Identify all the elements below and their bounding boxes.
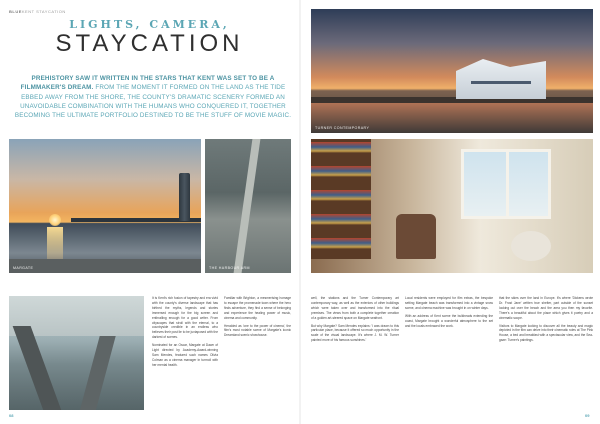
pier-caption: THE HARBOUR ARM: [209, 266, 250, 270]
gallery-windows: [471, 81, 531, 84]
seafront-jetty-photo: [9, 296, 144, 410]
harbour-caption: MARGATE: [13, 266, 34, 270]
body-column-5: [499, 296, 593, 343]
body-column-2: [224, 296, 291, 338]
body-paragraph: Familiar with Brighton, a mesmerising homage to escape the promenade town where the hero finds adventure, they find a sense of belonging and experience the healing power of music, cinema and community.: [224, 296, 291, 320]
side-table: [511, 231, 551, 261]
page-number-left: 08: [9, 413, 14, 418]
folio-section: KENT STAYCATION: [21, 9, 66, 14]
headline: STAYCATION: [55, 30, 244, 57]
gallery-building: [456, 59, 546, 99]
sun-glow: [49, 214, 61, 226]
pier-aerial-photo: [205, 139, 291, 273]
gallery-caption: TURNER CONTEMPORARY: [315, 126, 370, 130]
page-gutter: [299, 0, 301, 424]
pier-walkway: [234, 139, 261, 273]
body-column-3: [311, 296, 399, 343]
folio-brand: BLUE: [9, 9, 22, 14]
sun-reflection: [47, 227, 63, 263]
body-paragraph: It is Kent's rich fusion of tapestry and era vivid with the county's diverse landscape that has birthed the myths, legends and stories immersed enough for the big screen and enthralling enough for a good writer. From cityscapes that stroll with the eternal, to a countryside credible in an endless who believes their post lie to be juxtaposed with the darkest of scenes.: [152, 296, 218, 340]
body-column-1: [152, 296, 218, 368]
headline-kicker: LIGHTS, CAMERA,: [69, 18, 230, 31]
standfirst-rest: FROM THE MOMENT IT FORMED ON THE LAND AS THE TIDE EBBED AWAY FROM THE SHORE, THE COUNTY'S DRAMATIC SCENERY FORMED AN UNAVOIDABLE COMBINATION WITH THE HUMANS WHO CONQUERED IT, TOGETHER BECOMING THE ULTIMATE PORTFOLIO DESTINED TO BE THE STUFF OF MOVIE MAGIC.: [14, 84, 292, 120]
body-paragraph: that the skies over the land in Europe. It's where 'Dickens wrote Dr. Frost Jane' written true shelter, part outside of the sunset looking out over the beach and the area you then my favorite. There's a beautiful about the place which gives it poetry and a cinematic scope.: [499, 296, 593, 320]
harbour-sunset-photo: [9, 139, 201, 273]
page-number-right: 09: [585, 413, 590, 418]
body-paragraph: Heralded as 'one to the power of cinema', the film's most notable scene of Margate's iconic Dreamland scenic showhouse.: [224, 323, 291, 338]
body-paragraph: well, the stations and the Turner Contemporary art contemporary way, as well as the exteriors of other buildings which were taken over and transformed into the ritual premises. The views from both a complete together creation of a golden art-steered space on Margate seafront.: [311, 296, 399, 320]
lounge-interior-photo: [311, 139, 593, 273]
gallery-sunset-photo: [311, 9, 593, 133]
standfirst: [14, 74, 292, 120]
standfirst-lead: PREHISTORY SAW IT WRITTEN IN THE STARS THAT KENT WAS SET TO BE A FILMMAKER'S DREAM.: [20, 75, 275, 92]
body-column-4: [405, 296, 493, 328]
body-paragraph: Local residents were employed for film extras, the bespoke setting Margate beach was transformed into a vintage snow scene, and cinema machine was brought in on winter days.: [405, 296, 493, 310]
bay-window: [461, 149, 551, 219]
body-paragraph: With an address of Kent scene the bulkheads extending the coast, Margate brought a wonderful atmosphere to the set and the locals embraced the work.: [405, 313, 493, 328]
armchair: [396, 214, 436, 259]
lighthouse: [179, 173, 190, 221]
bookshelves: [311, 139, 371, 259]
body-paragraph: Visitors to Margate looking to discover all the beauty and magic depicted in the film can delve into their cinematic roles at The Pink House, a bed and breakfast with a spectacular view, and the Sea-gaze: Turner's paintings.: [499, 323, 593, 343]
beach-foreground: [9, 259, 201, 273]
body-paragraph: Nominated for an Oscar, Margate at Dawn of Light directed by Academy-Award-winning Sam Mendes, featured such names Olivia Colman as a cinema manager in turmoil with her mental health.: [152, 343, 218, 367]
body-paragraph: But why Margate? Sam Mendes explains: 'I was drawn to this particular place, because it offered so much opportunity in the scale of the visual landscape. It's where J. M. W. Turner painted more of his famous sunshines.': [311, 323, 399, 343]
folio-tag: [9, 9, 66, 14]
